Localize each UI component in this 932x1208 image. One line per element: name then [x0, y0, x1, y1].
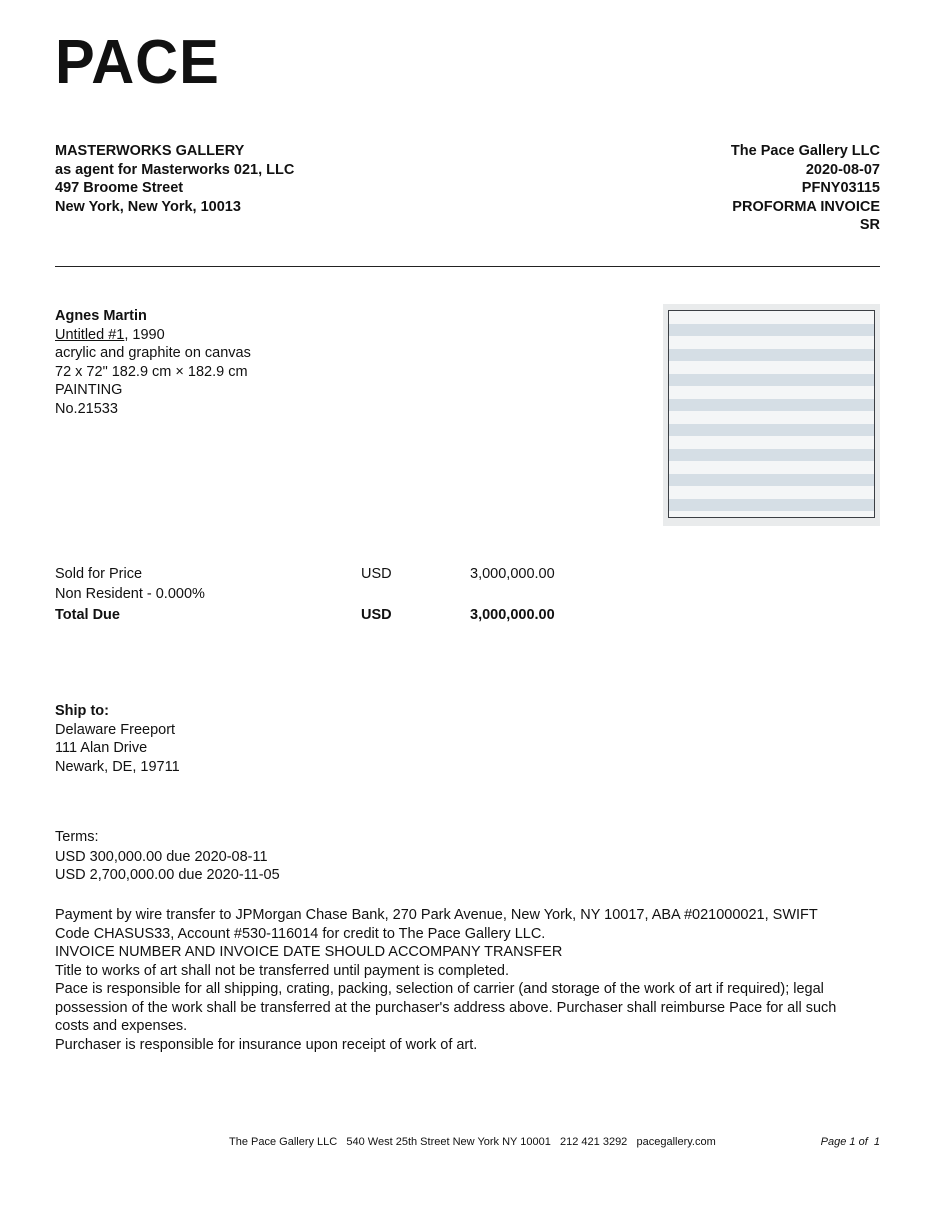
buyer-line: as agent for Masterworks 021, LLC: [55, 161, 295, 178]
canvas-stripe: [669, 374, 874, 386]
footer-phone: 212 421 3292: [560, 1136, 628, 1148]
artwork-medium: acrylic and graphite on canvas: [55, 345, 251, 361]
artwork-title: Untitled #1: [55, 326, 125, 343]
footer-website: pacegallery.com: [636, 1136, 716, 1148]
ship-to-line: Newark, DE, 19711: [55, 758, 180, 775]
invoice-type: PROFORMA INVOICE: [732, 198, 880, 215]
canvas-stripe: [669, 499, 874, 511]
canvas-stripe: [669, 324, 874, 336]
note-line: costs and expenses.: [55, 1018, 188, 1034]
artwork-number: No.21533: [55, 400, 118, 417]
buyer-line: New York, New York, 10013: [55, 198, 241, 215]
artist-name: Agnes Martin: [55, 308, 147, 324]
footer-contact: [229, 1136, 716, 1148]
note-line: possession of the work shall be transferred at the purchaser's address above. Purchaser shall reimburse Pace for all such: [55, 999, 837, 1016]
price-amount: 3,000,000.00: [470, 566, 555, 582]
payment-notes: [55, 906, 836, 1054]
artwork-title-line: [55, 326, 251, 345]
seller-info: [731, 142, 880, 235]
artwork-canvas: [668, 310, 875, 518]
price-row-sold: [55, 566, 575, 586]
footer-company: The Pace Gallery LLC: [229, 1136, 338, 1148]
note-line: Code CHASUS33, Account #530-116014 for credit to The Pace Gallery LLC.: [55, 925, 546, 942]
artwork-image: [663, 304, 880, 526]
price-label: Sold for Price: [55, 566, 143, 582]
total-amount: 3,000,000.00: [470, 607, 555, 623]
total-label: Total Due: [55, 607, 120, 623]
price-row-total: [55, 607, 575, 627]
total-currency: USD: [361, 607, 392, 623]
price-label: Non Resident - 0.000%: [55, 586, 205, 602]
seller-name: The Pace Gallery LLC: [730, 143, 880, 159]
footer-address: 540 West 25th Street New York NY 10001: [346, 1136, 551, 1148]
artwork-details: [55, 307, 251, 418]
terms: [55, 828, 280, 885]
note-line: Payment by wire transfer to JPMorgan Chase Bank, 270 Park Avenue, New York, NY 10017, ABA #021000021, SWIFT: [55, 907, 818, 923]
artwork-dimensions: 72 x 72" 182.9 cm × 182.9 cm: [55, 363, 248, 380]
canvas-stripe: [669, 349, 874, 361]
buyer-line: MASTERWORKS GALLERY: [55, 143, 245, 159]
note-line: Purchaser is responsible for insurance upon receipt of work of art.: [55, 1036, 478, 1053]
terms-heading: Terms:: [55, 829, 99, 845]
canvas-stripe: [669, 474, 874, 486]
buyer-line: 497 Broome Street: [55, 180, 184, 196]
terms-line: USD 2,700,000.00 due 2020-11-05: [55, 867, 280, 883]
invoice-initials: SR: [859, 217, 880, 233]
page-number: Page 1 of 1: [820, 1136, 880, 1148]
canvas-stripe: [669, 399, 874, 411]
invoice-date: 2020-08-07: [805, 161, 880, 178]
ship-to-line: 111 Alan Drive: [55, 740, 148, 756]
artwork-category: PAINTING: [55, 382, 123, 398]
price-currency: USD: [361, 566, 392, 582]
ship-to-line: Delaware Freeport: [55, 721, 176, 738]
note-line: Pace is responsible for all shipping, crating, packing, selection of carrier (and storage of the work of art if required); legal: [55, 981, 824, 997]
artwork-year: , 1990: [124, 326, 165, 343]
ship-to: [55, 702, 180, 776]
canvas-stripe: [669, 449, 874, 461]
ship-to-heading: Ship to:: [55, 703, 109, 719]
invoice-number: PFNY03115: [801, 180, 880, 196]
note-line: INVOICE NUMBER AND INVOICE DATE SHOULD ACCOMPANY TRANSFER: [55, 944, 563, 960]
canvas-stripe: [669, 424, 874, 436]
buyer-address: [55, 142, 294, 216]
price-row-tax: [55, 586, 575, 606]
terms-line: USD 300,000.00 due 2020-08-11: [55, 848, 268, 865]
pace-logo: PACE: [55, 28, 220, 97]
divider: [55, 266, 880, 267]
note-line: Title to works of art shall not be transferred until payment is completed.: [55, 962, 510, 979]
